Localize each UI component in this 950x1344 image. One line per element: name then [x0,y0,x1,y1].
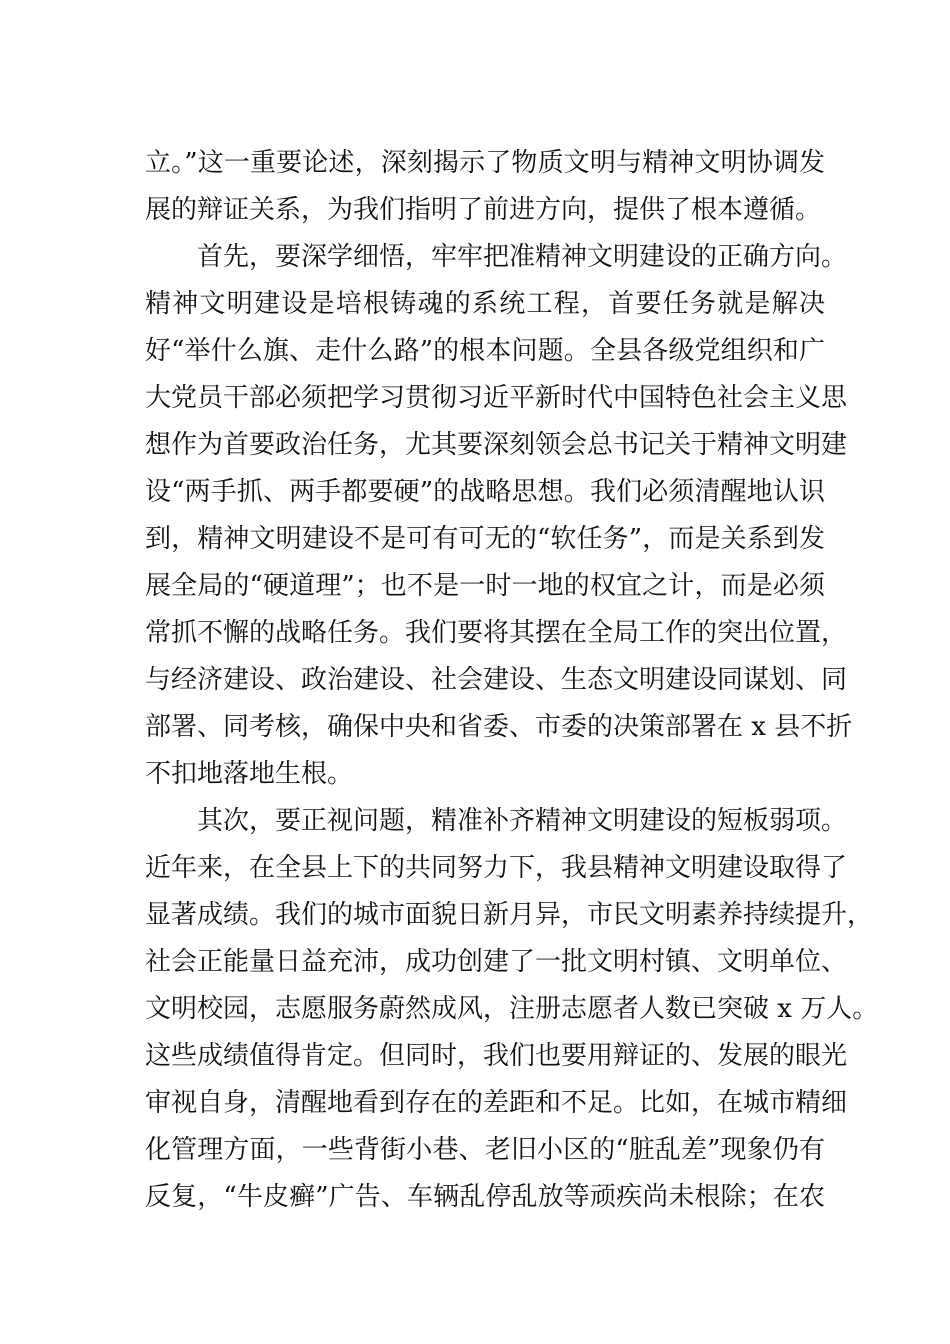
text-line: 显著成绩。我们的城市面貌日新月异，市民文明素养持续提升， [145,900,874,930]
text-line: 常抓不懈的战略任务。我们要将其摆在全局工作的突出位置， [145,618,848,648]
text-line: 不扣地落地生根。 [145,759,354,789]
text-line: 审视自身，清醒地看到存在的差距和不足。比如，在城市精细 [145,1088,848,1118]
text-line: 好“举什么旗、走什么路”的根本问题。全县各级党组织和广 [145,336,825,366]
paragraph-2 [145,234,853,798]
text-line: 其次，要正视问题，精准补齐精神文明建设的短板弱项。 [197,806,848,836]
text-line: 部署、同考核，确保中央和省委、市委的决策部署在 x 县不折 [145,712,853,742]
text-line: 近年来，在全县上下的共同努力下，我县精神文明建设取得了 [145,853,848,883]
document-body [145,140,879,1221]
text-line: 社会正能量日益充沛，成功创建了一批文明村镇、文明单位、 [145,947,848,977]
paragraph-1 [145,140,825,234]
text-line: 展的辩证关系，为我们指明了前进方向，提供了根本遵循。 [145,195,822,225]
paragraph-3 [145,798,879,1221]
text-line: 大党员干部必须把学习贯彻习近平新时代中国特色社会主义思 [145,383,848,413]
text-line: 文明校园，志愿服务蔚然成风，注册志愿者人数已突破 x 万人。 [145,994,879,1024]
text-line: 想作为首要政治任务，尤其要深刻领会总书记关于精神文明建 [145,430,848,460]
text-line: 首先，要深学细悟，牢牢把准精神文明建设的正确方向。 [197,242,848,272]
text-line: 精神文明建设是培根铸魂的系统工程，首要任务就是解决 [145,289,825,319]
text-line: 立。”这一重要论述，深刻揭示了物质文明与精神文明协调发 [145,148,825,178]
text-line: 化管理方面，一些背街小巷、老旧小区的“脏乱差”现象仍有 [145,1135,825,1165]
text-line: 这些成绩值得肯定。但同时，我们也要用辩证的、发展的眼光 [145,1041,848,1071]
text-line: 展全局的“硬道理”；也不是一时一地的权宜之计，而是必须 [145,571,825,601]
text-line: 与经济建设、政治建设、社会建设、生态文明建设同谋划、同 [145,665,848,695]
text-line: 反复，“牛皮癣”广告、车辆乱停乱放等顽疾尚未根除；在农 [145,1182,825,1212]
text-line: 到，精神文明建设不是可有可无的“软任务”，而是关系到发 [145,524,825,554]
text-line: 设“两手抓、两手都要硬”的战略思想。我们必须清醒地认识 [145,477,825,507]
